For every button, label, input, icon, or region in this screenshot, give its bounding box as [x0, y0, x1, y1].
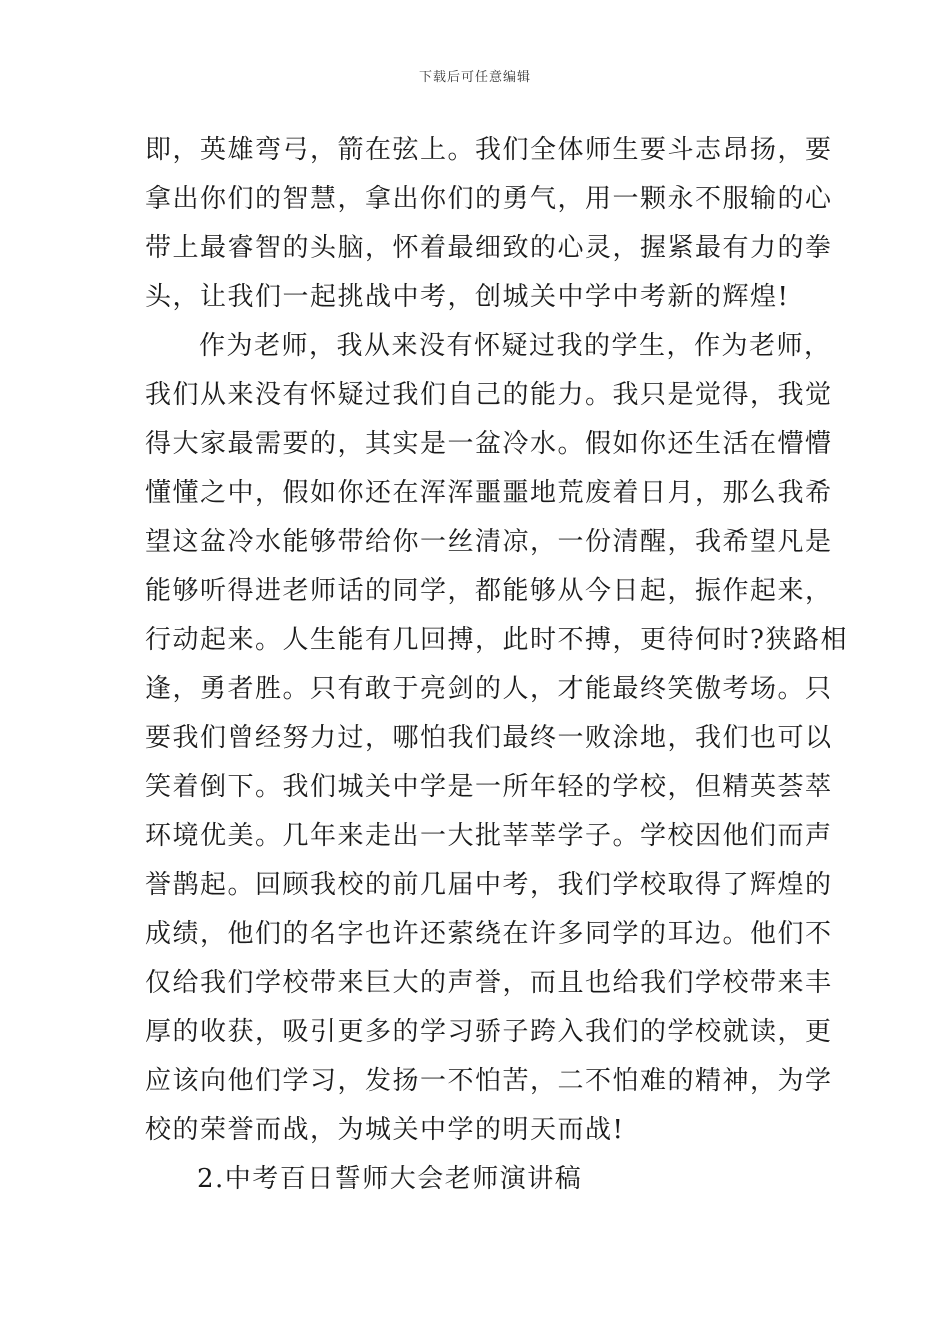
page-header: 下载后可任意编辑	[418, 70, 531, 85]
text-line: 作为老师，我从来没有怀疑过我的学生，作为老师，	[199, 331, 832, 361]
text-line: 能够听得进老师话的同学，都能够从今日起，振作起来，	[145, 576, 833, 606]
text-line: 逢，勇者胜。只有敢于亮剑的人，才能最终笑傲考场。只	[145, 674, 833, 704]
paragraph-2	[145, 322, 848, 1155]
text-line: 誉鹊起。回顾我校的前几届中考，我们学校取得了辉煌的	[145, 870, 833, 900]
text-line: 即，英雄弯弓，箭在弦上。我们全体师生要斗志昂扬，要	[145, 135, 833, 165]
text-line: 我们从来没有怀疑过我们自己的能力。我只是觉得，我觉	[145, 380, 833, 410]
text-line: 厚的收获，吸引更多的学习骄子跨入我们的学校就读，更	[145, 1017, 833, 1047]
text-line: 行动起来。人生能有几回搏，此时不搏，更待何时?狭路相	[145, 625, 848, 655]
text-line: 带上最睿智的头脑，怀着最细致的心灵，握紧最有力的拳	[145, 233, 833, 263]
text-line: 仅给我们学校带来巨大的声誉，而且也给我们学校带来丰	[145, 968, 833, 998]
body-text	[145, 126, 848, 1204]
text-line: 懂懂之中，假如你还在浑浑噩噩地荒废着日月，那么我希	[145, 478, 833, 508]
text-line: 要我们曾经努力过，哪怕我们最终一败涂地，我们也可以	[145, 723, 833, 753]
text-line: 应该向他们学习，发扬一不怕苦，二不怕难的精神，为学	[145, 1066, 833, 1096]
text-line: 校的荣誉而战，为城关中学的明天而战!	[145, 1115, 625, 1145]
text-line: 环境优美。几年来走出一大批莘莘学子。学校因他们而声	[145, 821, 833, 851]
text-line: 笑着倒下。我们城关中学是一所年轻的学校，但精英荟萃	[145, 772, 833, 802]
text-line: 望这盆冷水能够带给你一丝清凉，一份清醒，我希望凡是	[145, 527, 833, 557]
text-line: 成绩，他们的名字也许还萦绕在许多同学的耳边。他们不	[145, 919, 833, 949]
paragraph-1	[145, 126, 833, 322]
text-line: 拿出你们的智慧，拿出你们的勇气，用一颗永不服输的心	[145, 184, 833, 214]
section-heading: 2.中考百日誓师大会老师演讲稿	[197, 1164, 583, 1194]
text-line: 得大家最需要的，其实是一盆冷水。假如你还生活在懵懵	[145, 429, 833, 459]
text-line: 头，让我们一起挑战中考，创城关中学中考新的辉煌!	[145, 282, 790, 312]
